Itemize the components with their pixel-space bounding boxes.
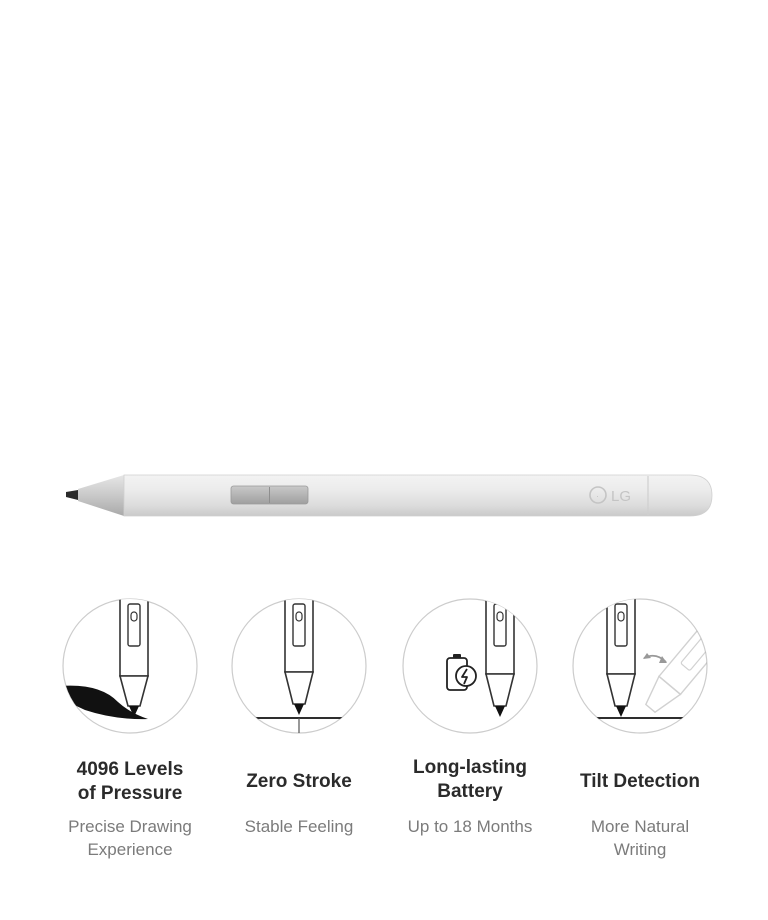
feature-title: Tilt Detection bbox=[580, 771, 700, 792]
stylus-nib bbox=[66, 490, 78, 500]
feature-title: 4096 Levels of Pressure bbox=[76, 759, 184, 804]
feature-subtitle: Up to 18 Months bbox=[407, 817, 533, 836]
feature-subtitle: Stable Feeling bbox=[244, 817, 354, 836]
feature-tilt bbox=[554, 598, 726, 859]
tilt-icon bbox=[570, 598, 710, 738]
feature-zero-stroke bbox=[213, 598, 385, 836]
stylus-cone bbox=[78, 475, 124, 516]
feature-title: Long-lasting Battery bbox=[413, 757, 527, 802]
battery-icon bbox=[400, 598, 540, 738]
feature-battery bbox=[384, 598, 556, 836]
feature-subtitle: More Natural Writing bbox=[590, 817, 690, 859]
svg-text:·: · bbox=[596, 491, 599, 501]
pressure-curve-icon bbox=[60, 598, 200, 738]
logo-text: LG bbox=[611, 488, 632, 505]
feature-title: Zero Stroke bbox=[246, 771, 352, 792]
feature-subtitle: Precise Drawing Experience bbox=[68, 817, 192, 859]
feature-pressure bbox=[44, 598, 216, 859]
zero-stroke-icon bbox=[229, 598, 369, 738]
